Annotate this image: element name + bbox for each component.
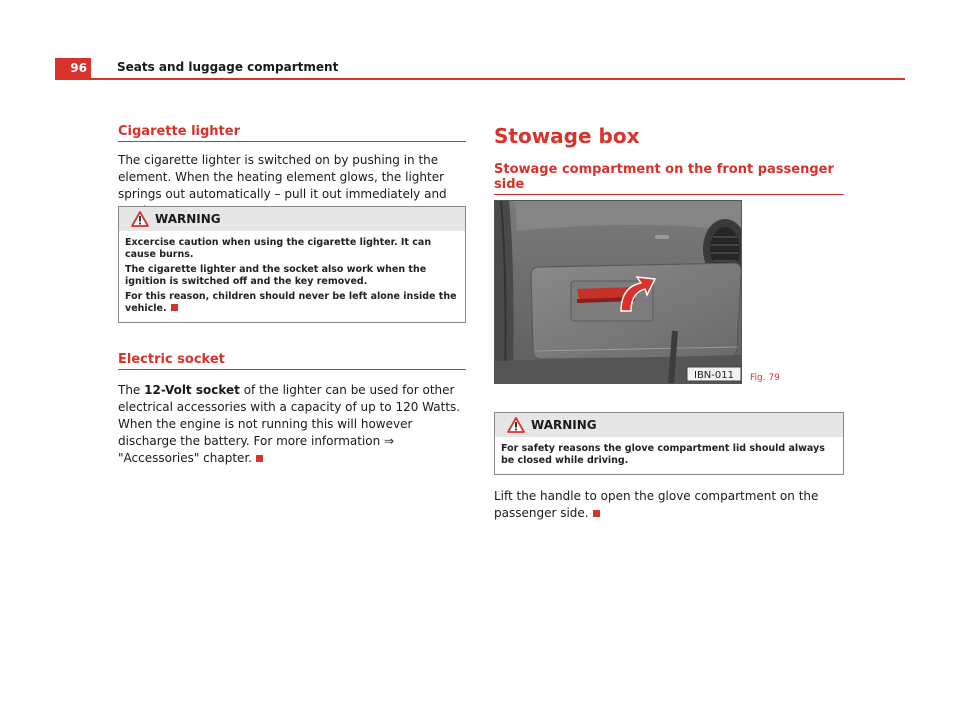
page-header: [55, 58, 905, 80]
end-marker: [256, 455, 263, 462]
warning-title: WARNING: [155, 212, 221, 226]
warning-triangle-icon: [131, 211, 149, 227]
warning-line-1: Excercise caution when using the cigarette lighter. It can cause burns.: [125, 237, 432, 260]
stowage-box-title: Stowage box: [494, 124, 640, 148]
cigarette-lighter-text: The cigarette lighter is switched on by pushing in the element. When the heating element glows, the lighter springs out automatically – pull it out immediately and: [118, 153, 447, 201]
end-marker: [171, 304, 178, 311]
figure-caption: Fig. 79: [750, 373, 780, 383]
lighter-warning-box: [118, 206, 466, 323]
page-number: 96: [55, 58, 91, 78]
warning-line-1: For safety reasons the glove compartment lid should always be closed while driving.: [501, 443, 825, 466]
glovebox-text: Lift the handle to open the glove compartment on the passenger side.: [494, 489, 819, 520]
section-title: Seats and luggage compartment: [117, 60, 339, 74]
cigarette-lighter-heading: Cigarette lighter: [118, 124, 466, 142]
glovebox-warning-box: [494, 412, 844, 475]
glovebox-instructions: [494, 488, 844, 522]
warning-header: [119, 207, 465, 231]
glove-compartment-figure: [494, 200, 742, 384]
warning-line-2: The cigarette lighter and the socket also work when the ignition is switched off and the key removed.: [125, 264, 427, 287]
warning-triangle-icon: [507, 417, 525, 433]
glove-compartment-illustration: [495, 201, 742, 384]
electric-socket-heading: Electric socket: [118, 352, 466, 370]
warning-title: WARNING: [531, 418, 597, 432]
electric-socket-section: [118, 352, 466, 467]
image-code-label: IBN-011: [694, 370, 734, 381]
electric-socket-text: The 12-Volt socket of the lighter can be used for other electrical accessories with a capacity of up to 120 Watts. When the engine is not running this will however discharge the battery. For more information ⇒ "Accessories" chapter.: [118, 383, 461, 465]
end-marker: [593, 510, 600, 517]
warning-body: [119, 231, 465, 322]
stowage-box-section: [494, 124, 844, 195]
socket-bold-term: 12-Volt socket: [144, 383, 240, 397]
warning-body: [495, 437, 843, 474]
stowage-subheading: Stowage compartment on the front passenger side: [494, 162, 844, 195]
warning-line-3: For this reason, children should never be left alone inside the vehicle.: [125, 291, 457, 314]
warning-header: [495, 413, 843, 437]
